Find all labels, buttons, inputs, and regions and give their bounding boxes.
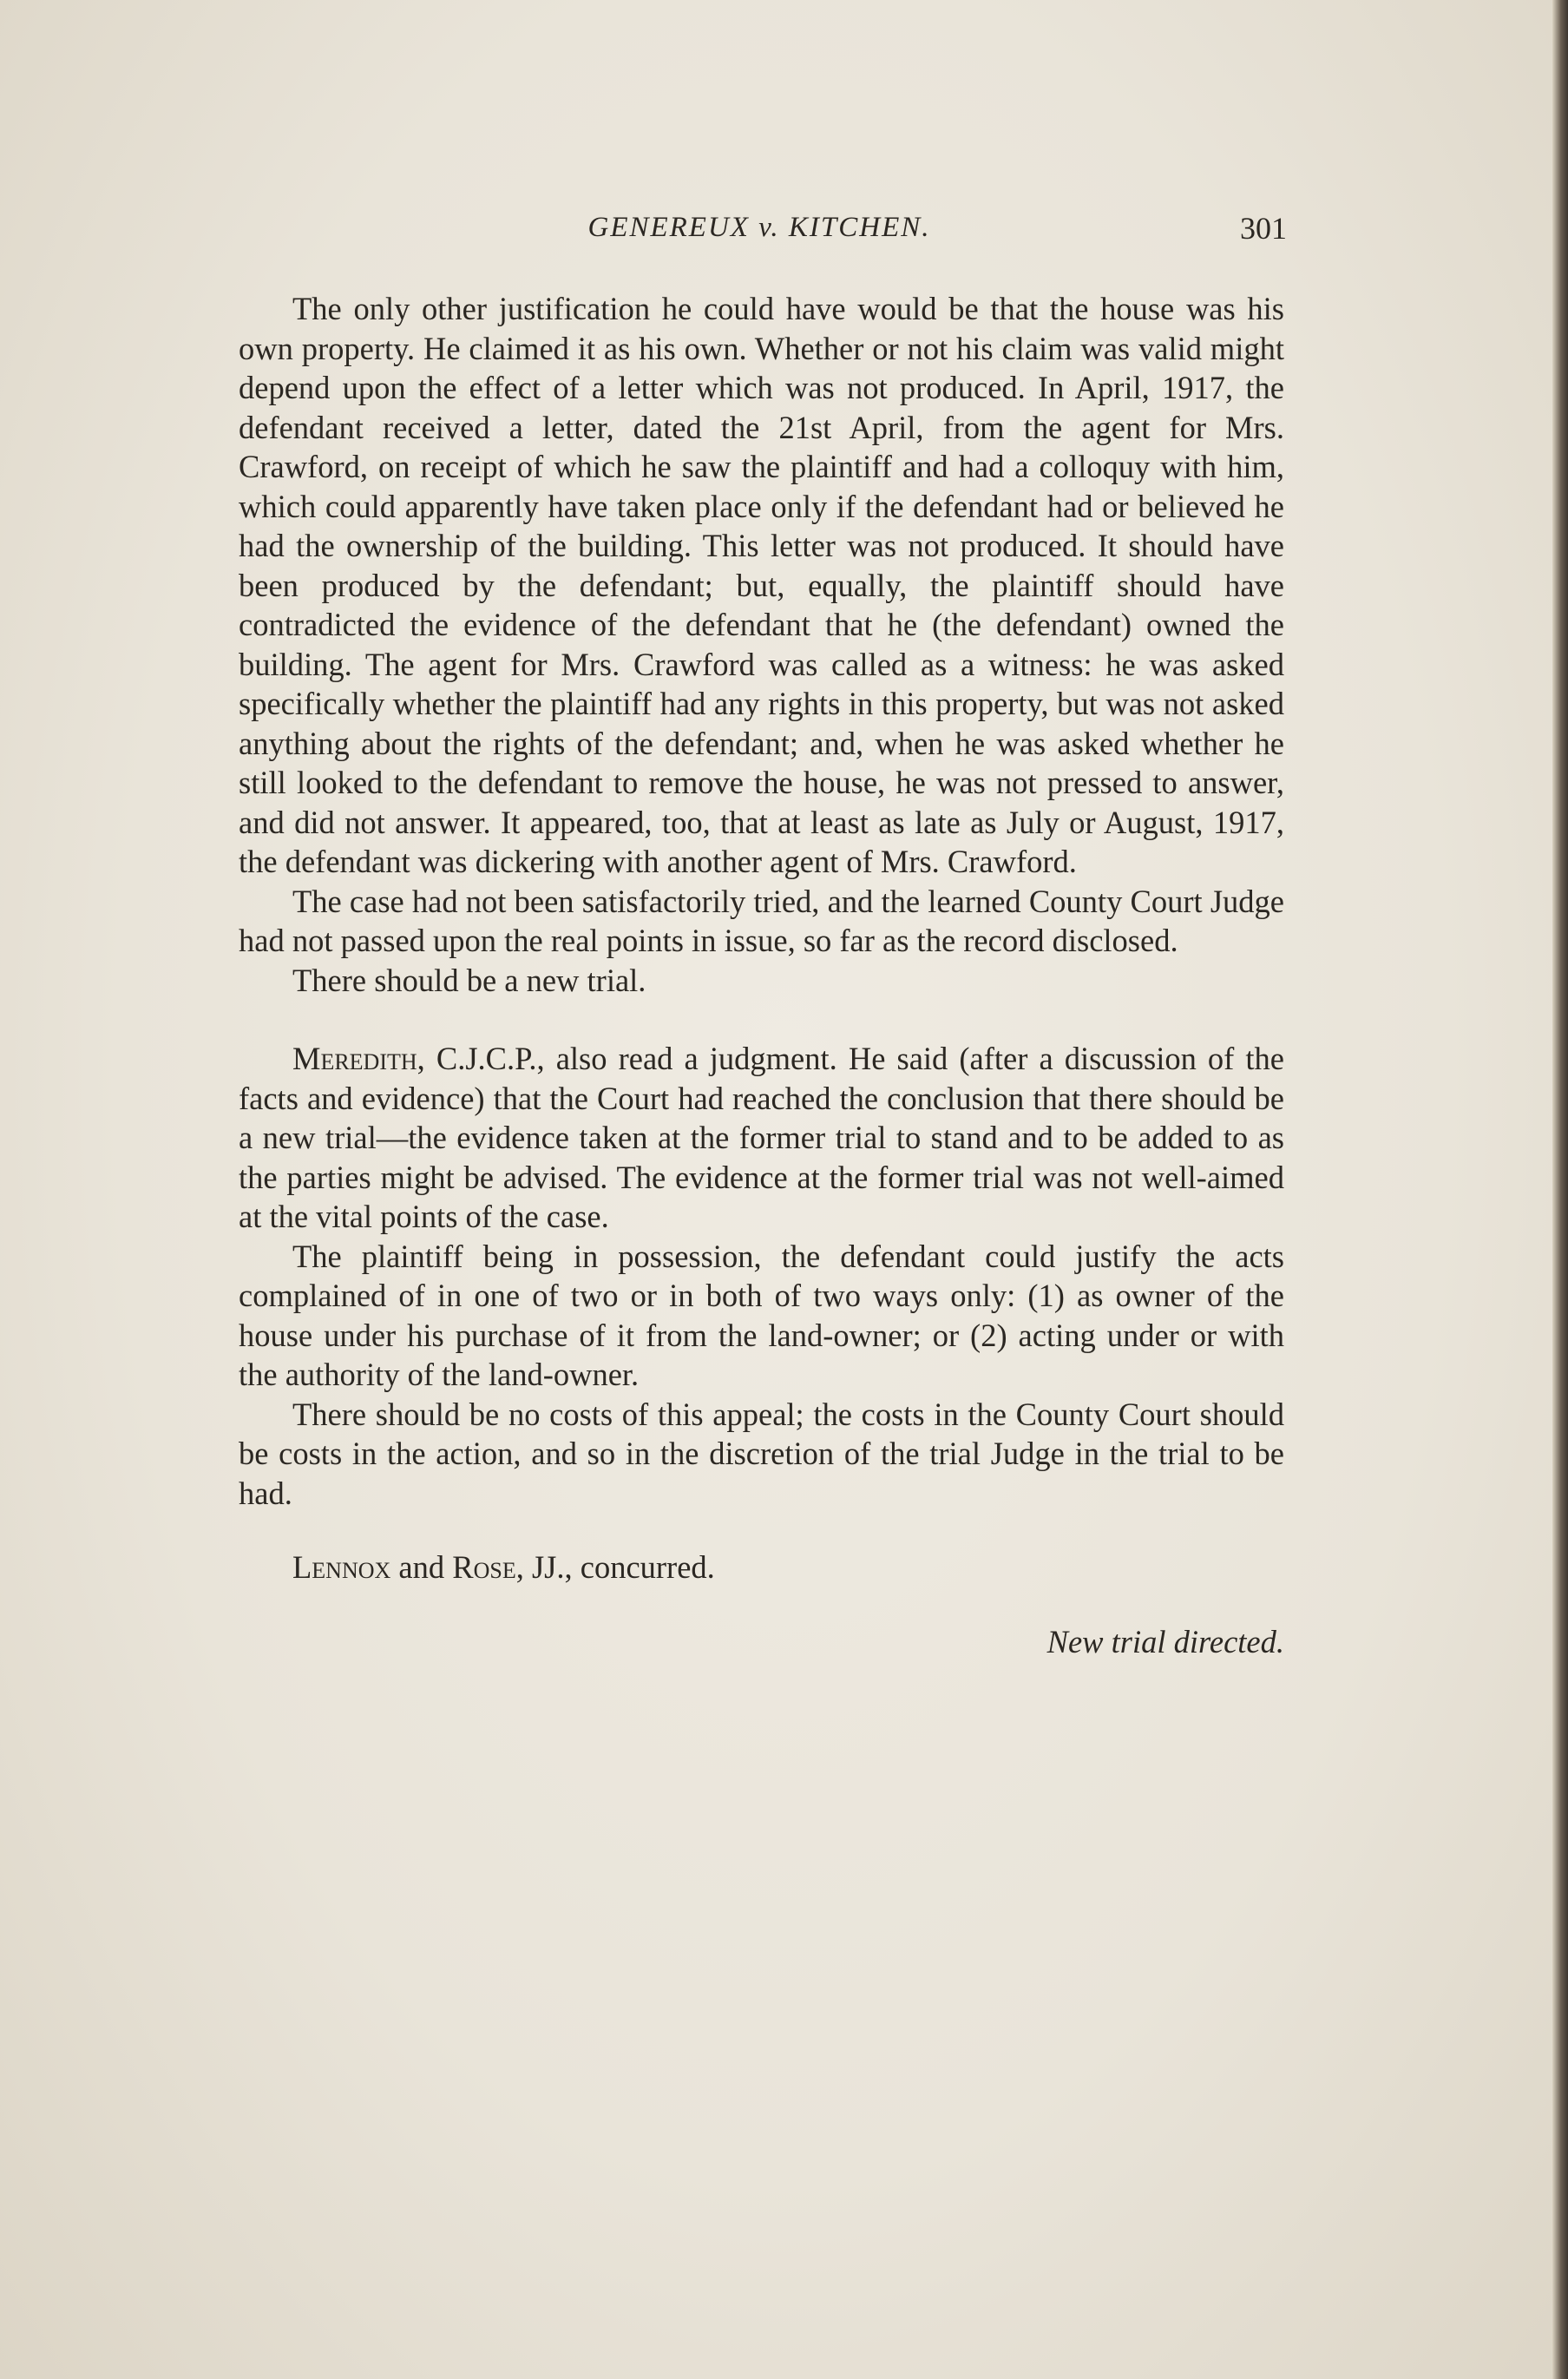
page-number: 301 bbox=[1240, 211, 1287, 246]
page-header bbox=[239, 211, 1287, 255]
paragraph-new-trial: There should be a new trial. bbox=[292, 962, 646, 998]
judge-name-rose: Rose bbox=[452, 1549, 516, 1585]
paragraph-justification: The only other justification he could have would be that the house was his own property. He claimed it as his own. Whether or not his claim was valid might depend upon the effect of a letter which was not produced. In April, 1917, the defendant received a letter, dated the 21st April, from the agent for Mrs. Crawford, on receipt of which he saw the plaintiff and had a colloquy with him, which could apparently have taken place only if the defendant had or believed he had the ownership of the building. This letter was not produced. It should have been produced by the defendant; but, equally, the plaintiff should have contradicted the evidence of the defendant that he (the defendant) owned the building. The agent for Mrs. Crawford was called as a witness: he was asked specifically whether the plaintiff had any rights in this property, but was not asked anything about the rights of the defendant; and, when he was asked whether he still looked to the defendant to remove the house, he was not pressed to answer, and did not answer. It appeared, too, that at least as late as July or August, 1917, the defendant was dickering with another agent of Mrs. Crawford. bbox=[239, 291, 1284, 879]
closing-disposition: New trial directed. bbox=[1046, 1623, 1284, 1659]
page-binding-edge bbox=[1552, 0, 1568, 2379]
paragraph-not-tried: The case had not been satisfactorily tried, and the learned County Court Judge had not passed upon the real points in issue, so far as the record disclosed. bbox=[239, 883, 1284, 958]
concurrence-text: , JJ., concurred. bbox=[515, 1549, 715, 1585]
running-title: GENEREUX v. KITCHEN. bbox=[587, 212, 931, 243]
paragraph-costs: There should be no costs of this appeal; the costs in the County Court should be costs in the action, and so in the discretion of the trial Judge in the trial to be had. bbox=[239, 1396, 1284, 1511]
paragraph-concurrence bbox=[239, 1548, 1284, 1587]
judge-name-meredith: Meredith bbox=[292, 1041, 417, 1076]
meredith-text: , C.J.C.P., also read a judgment. He said (after a discussion of the facts and evidence) that the Court had reached the conclusion that there should be a new trial—the evidence taken at the former trial to stand and to be added to as the parties might be advised. The evidence at the former trial was not well-aimed at the vital points of the case. bbox=[239, 1041, 1284, 1234]
body-text bbox=[239, 289, 1284, 1661]
paragraph-meredith bbox=[239, 1039, 1284, 1237]
paragraph-possession: The plaintiff being in possession, the defendant could justify the acts complained of in one of two or in both of two ways only: (1) as owner of the house under his purchase of it from the land-owner; or (2) acting under or with the authority of the land-owner. bbox=[239, 1238, 1284, 1392]
judge-name-lennox: Lennox bbox=[292, 1549, 391, 1585]
concurrence-and: and bbox=[390, 1549, 453, 1585]
